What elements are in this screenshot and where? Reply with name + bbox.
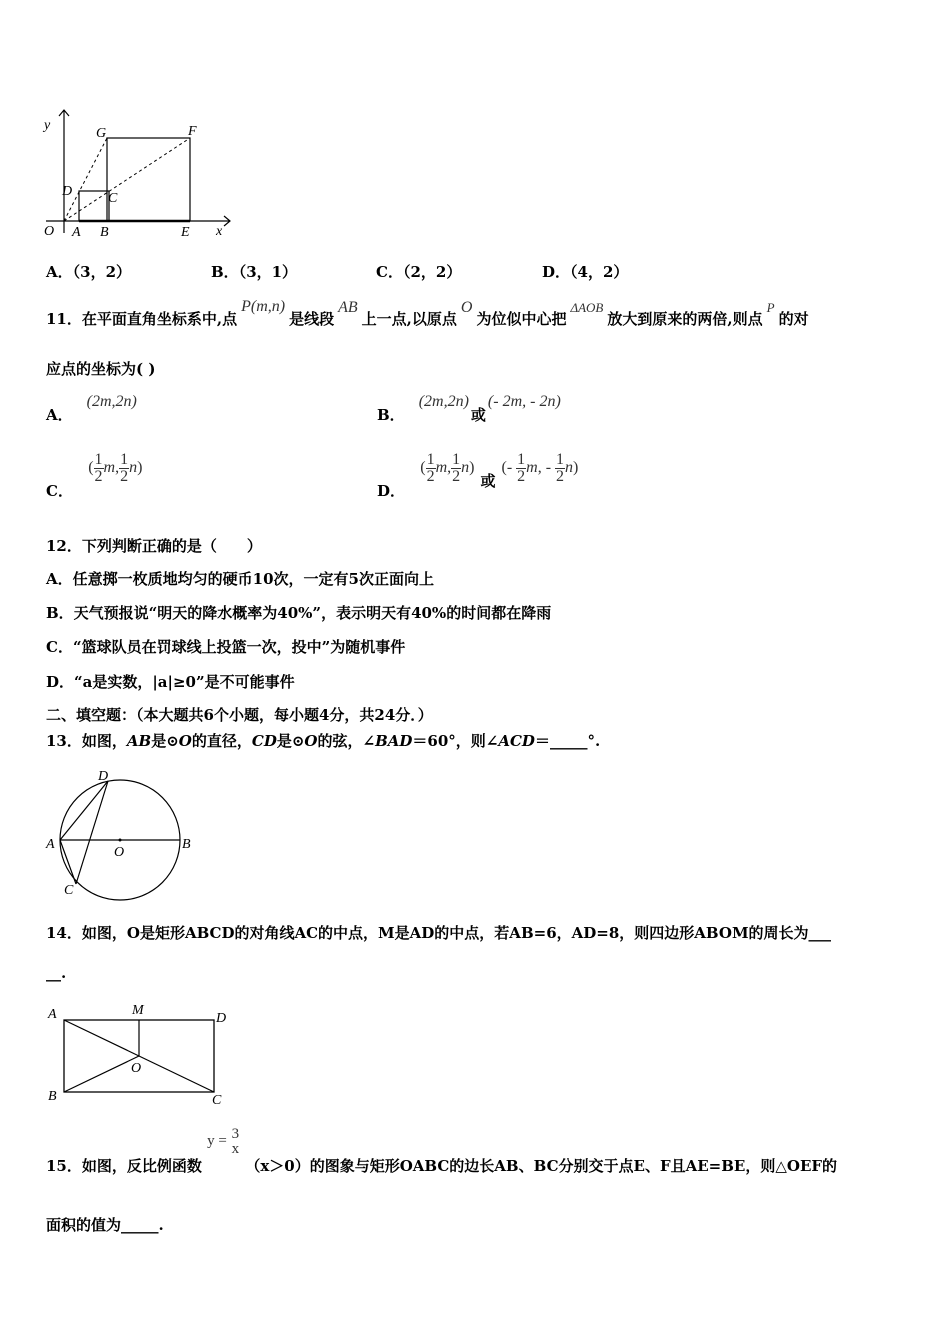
small-square [79, 191, 109, 221]
q10-figure [38, 105, 238, 240]
q15-stem: 15．如图，反比例函数 y = 3 x （x＞0）的图象与矩形OABC的边长AB、BC分别交于点E、F且AE=BE，则△OEF的 [46, 1126, 838, 1176]
label-e: E [181, 225, 190, 240]
q12-option-d[interactable]: D．“a是实数，|a|≥0”是不可能事件 [46, 673, 295, 691]
q11-line2: 应点的坐标为( ) [46, 360, 156, 378]
label-o: O [44, 224, 55, 239]
math-opt-d2: (- $\frac{1}{2}$ m, - $\frac{1}{2}$ n) [501, 451, 579, 485]
label-d: D [216, 1011, 227, 1026]
label-b: B [48, 1089, 57, 1104]
label-a: A [72, 225, 81, 240]
option-letter: B． [211, 263, 239, 281]
math-opt-a: (2m,2n) [86, 393, 137, 410]
chord-cd [76, 781, 108, 884]
label-c: C [108, 191, 118, 206]
q11-option-a[interactable]: A．(2m,2n) [46, 393, 137, 424]
label-y: y [44, 118, 51, 133]
label-o: O [114, 845, 125, 860]
q10-option-a[interactable] [46, 261, 131, 282]
label-c: C [64, 883, 74, 898]
label-b: B [100, 225, 109, 240]
option-text: （2，2） [402, 263, 462, 281]
q14-line1: 14．如图，O是矩形ABCD的对角线AC的中点，M是AD的中点，若AB=6，AD=8，则四边形ABOM的周长为___ [46, 924, 832, 942]
q13-figure [42, 762, 202, 902]
q11-option-c[interactable]: C． ( $\frac{1}{2}$ m, $\frac{1}{2}$ n) [46, 451, 143, 501]
math-y-equals-3-over-x: y = 3 x [207, 1126, 240, 1157]
q12-option-b[interactable]: B．天气预报说“明天的降水概率为40%”，表示明天有40%的时间都在降雨 [46, 604, 552, 622]
option-text: （4，2） [570, 263, 629, 281]
dashed-line-ogf [64, 138, 107, 221]
math-o: O [460, 299, 473, 316]
option-letter: C． [376, 263, 403, 281]
math-pmn: P(m,n) [241, 298, 286, 315]
q14-figure [40, 1000, 240, 1110]
q11-option-d[interactable]: D． ( $\frac{1}{2}$ m, $\frac{1}{2}$ n) 或 (- $\frac{1}{2}$ m, - $\frac{1}{2}$ n) [377, 451, 579, 501]
chord-ac [60, 840, 76, 884]
math-p: P [766, 300, 775, 315]
q14-line2: __. [46, 964, 67, 982]
math-opt-b1: (2m,2n) [418, 393, 469, 410]
center-dot [119, 839, 122, 842]
label-m: M [132, 1003, 144, 1018]
label-a: A [46, 837, 55, 852]
q10-option-d[interactable] [542, 261, 628, 282]
label-b: B [182, 837, 191, 852]
option-text: （3，1） [238, 263, 298, 281]
option-text: （3，2） [72, 263, 132, 281]
math-opt-b2: (- 2m, - 2n) [487, 393, 561, 410]
option-letter: D． [542, 263, 571, 281]
q10-option-b[interactable] [211, 261, 297, 282]
math-ab: AB [338, 299, 358, 316]
q11-stem: 11．在平面直角坐标系中,点P(m,n)是线段AB上一点,以原点O为位似中心把ΔAOB放大到原来的两倍,则点P的对 [46, 298, 809, 328]
q13-stem: 13．如图，AB是⊙O的直径，CD是⊙O的弦，∠BAD＝60°，则∠ACD＝_____°. [46, 732, 601, 750]
q10-option-c[interactable] [376, 261, 461, 282]
math-opt-d1: ( $\frac{1}{2}$ m, $\frac{1}{2}$ n) [420, 451, 475, 485]
q12-stem: 12．下列判断正确的是（ ） [46, 537, 262, 555]
label-c: C [212, 1093, 222, 1108]
segment-bo [64, 1056, 142, 1092]
q15-line2: 面积的值为_____. [46, 1216, 164, 1234]
q12-option-a[interactable]: A．任意掷一枚质地均匀的硬币10次，一定有5次正面向上 [46, 570, 434, 588]
label-o: O [131, 1061, 142, 1076]
large-square [107, 138, 190, 221]
math-opt-c: ( $\frac{1}{2}$ m, $\frac{1}{2}$ n) [88, 451, 143, 485]
math-aob: ΔAOB [570, 300, 604, 315]
q12-option-c[interactable]: C．“篮球队员在罚球线上投篮一次，投中”为随机事件 [46, 638, 406, 656]
label-d: D [62, 184, 73, 199]
option-letter: A． [46, 263, 73, 281]
label-f: F [188, 124, 197, 139]
label-g: G [96, 126, 107, 141]
label-d: D [98, 769, 109, 784]
section-heading: 二、填空题：（本大题共6个小题，每小题4分，共24分．） [46, 706, 433, 724]
q11-option-b[interactable]: B．(2m,2n)或(- 2m, - 2n) [377, 393, 561, 424]
dashed-line-ocf [64, 138, 190, 221]
label-x: x [216, 224, 223, 239]
label-a: A [48, 1007, 57, 1022]
